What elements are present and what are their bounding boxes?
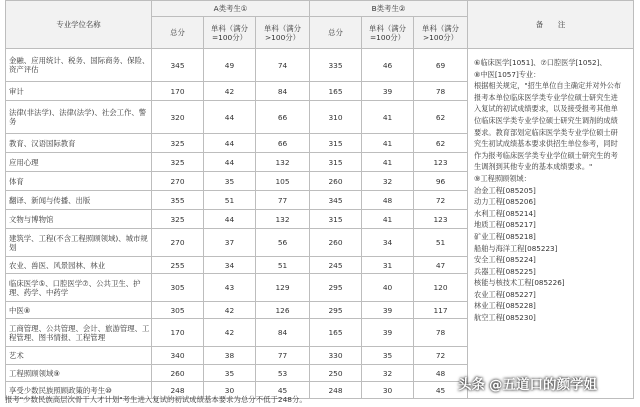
b-single-150-score: 72 xyxy=(414,347,468,365)
b-total-score: 165 xyxy=(310,319,362,347)
a-total-score: 325 xyxy=(152,210,204,229)
note-line: 入复试的初试成绩要求，以及接受报考其他单 xyxy=(474,104,618,114)
b-single-150-score: 45 xyxy=(414,382,468,399)
b-single-150-score: 96 xyxy=(414,172,468,191)
watermark xyxy=(458,372,597,394)
header-b-single-100: 单科（满分=100分） xyxy=(362,17,414,49)
header-a-single-150: 单科（满分>100分） xyxy=(256,17,310,49)
b-total-score: 345 xyxy=(310,191,362,210)
b-single-100-score: 39 xyxy=(362,302,414,319)
a-single-100-score: 37 xyxy=(204,229,256,257)
note-line: 要求。教育部划定临床医学类专业学位硕士研 xyxy=(474,127,618,137)
a-single-150-score: 53 xyxy=(256,365,310,382)
major-name: 应用心理 xyxy=(6,153,152,172)
a-total-score: 345 xyxy=(152,49,204,82)
a-single-150-score: 129 xyxy=(256,274,310,302)
a-total-score: 340 xyxy=(152,347,204,365)
note-line: 水利工程[085214] xyxy=(474,208,536,218)
b-single-150-score: 120 xyxy=(414,274,468,302)
a-single-150-score: 66 xyxy=(256,101,310,134)
note-line: 究生初试成绩基本要求供招生单位参考，同时 xyxy=(474,139,618,149)
header-b-group: B类考生② xyxy=(310,1,468,17)
notes-text xyxy=(468,49,633,324)
b-total-score: 310 xyxy=(310,101,362,134)
note-line: 林业工程[085228] xyxy=(474,301,536,311)
major-name: 文物与博物馆 xyxy=(6,210,152,229)
a-total-score: 255 xyxy=(152,257,204,274)
b-single-100-score: 31 xyxy=(362,257,414,274)
note-line: 报考本单位临床医学类专业学位硕士研究生进 xyxy=(474,92,618,102)
note-line: 生调剂到其他专业的基本成绩要求。" xyxy=(474,162,593,172)
a-total-score: 270 xyxy=(152,229,204,257)
b-total-score: 315 xyxy=(310,134,362,153)
b-total-score: 295 xyxy=(310,302,362,319)
b-single-100-score: 39 xyxy=(362,82,414,101)
note-line: 位临床医学类专业学位硕士研究生调剂的成绩 xyxy=(474,115,618,125)
b-single-100-score: 41 xyxy=(362,210,414,229)
b-single-150-score: 62 xyxy=(414,134,468,153)
b-single-100-score: 41 xyxy=(362,134,414,153)
b-single-150-score: 123 xyxy=(414,210,468,229)
a-single-150-score: 74 xyxy=(256,49,310,82)
b-single-150-score: 78 xyxy=(414,319,468,347)
footnote: 报考"少数民族高层次骨干人才计划"考生进入复试的初试成绩基本要求为总分不低于248分。 xyxy=(5,395,307,404)
b-single-150-score: 62 xyxy=(414,101,468,134)
b-single-100-score: 35 xyxy=(362,347,414,365)
a-total-score: 270 xyxy=(152,172,204,191)
watermark-account: @五道口的颜学姐 xyxy=(489,377,597,393)
a-total-score: 260 xyxy=(152,365,204,382)
b-single-100-score: 40 xyxy=(362,274,414,302)
header-major: 专业学位名称 xyxy=(6,1,152,49)
note-line: ⑧中医[1057]专业： xyxy=(474,69,541,79)
note-line: 航空工程[085230] xyxy=(474,313,536,323)
b-total-score: 245 xyxy=(310,257,362,274)
score-table xyxy=(5,0,634,399)
major-name: 享受少数民族照顾政策的考生⑩ xyxy=(6,382,152,399)
b-single-100-score: 32 xyxy=(362,365,414,382)
a-single-150-score: 56 xyxy=(256,229,310,257)
header-notes: 备 注 xyxy=(468,1,634,49)
a-single-100-score: 42 xyxy=(204,319,256,347)
a-single-100-score: 44 xyxy=(204,134,256,153)
a-single-150-score: 132 xyxy=(256,210,310,229)
note-line: ⑨工程照顾领域： xyxy=(474,173,531,183)
table-row xyxy=(6,49,634,82)
a-single-100-score: 30 xyxy=(204,382,256,399)
a-single-100-score: 34 xyxy=(204,257,256,274)
b-total-score: 295 xyxy=(310,274,362,302)
b-single-150-score: 69 xyxy=(414,49,468,82)
header-b-single-150: 单科（满分>100分） xyxy=(414,17,468,49)
b-single-150-score: 48 xyxy=(414,365,468,382)
a-single-150-score: 77 xyxy=(256,347,310,365)
b-total-score: 165 xyxy=(310,82,362,101)
a-single-150-score: 84 xyxy=(256,82,310,101)
a-single-100-score: 44 xyxy=(204,210,256,229)
b-single-100-score: 41 xyxy=(362,153,414,172)
b-single-100-score: 30 xyxy=(362,382,414,399)
major-name: 审计 xyxy=(6,82,152,101)
note-line: 兵器工程[085225] xyxy=(474,266,536,276)
a-single-100-score: 44 xyxy=(204,153,256,172)
b-total-score: 330 xyxy=(310,347,362,365)
b-single-150-score: 117 xyxy=(414,302,468,319)
note-line: 动力工程[085206] xyxy=(474,197,536,207)
major-name: 农业、兽医、风景园林、林业 xyxy=(6,257,152,274)
a-single-100-score: 51 xyxy=(204,191,256,210)
a-single-150-score: 105 xyxy=(256,172,310,191)
b-single-150-score: 51 xyxy=(414,229,468,257)
b-single-150-score: 47 xyxy=(414,257,468,274)
note-line: 作为报考临床医学类专业学位硕士研究生的考 xyxy=(474,150,618,160)
a-total-score: 325 xyxy=(152,134,204,153)
note-line: 农业工程[085227] xyxy=(474,289,536,299)
b-total-score: 260 xyxy=(310,172,362,191)
b-total-score: 250 xyxy=(310,365,362,382)
a-single-150-score: 45 xyxy=(256,382,310,399)
a-total-score: 170 xyxy=(152,82,204,101)
b-single-100-score: 34 xyxy=(362,229,414,257)
major-name: 法律(非法学)、法律(法学)、社会工作、警务 xyxy=(6,101,152,134)
a-single-150-score: 132 xyxy=(256,153,310,172)
note-line: 安全工程[085224] xyxy=(474,255,536,265)
b-total-score: 315 xyxy=(310,153,362,172)
a-single-150-score: 77 xyxy=(256,191,310,210)
a-single-100-score: 49 xyxy=(204,49,256,82)
b-single-150-score: 72 xyxy=(414,191,468,210)
note-line: ⑥临床医学[1051]、⑦口腔医学[1052]、 xyxy=(474,58,607,67)
major-name: 中医⑧ xyxy=(6,302,152,319)
a-single-100-score: 42 xyxy=(204,302,256,319)
header-a-group: A类考生① xyxy=(152,1,310,17)
a-single-150-score: 66 xyxy=(256,134,310,153)
b-total-score: 315 xyxy=(310,210,362,229)
header-a-total: 总分 xyxy=(152,17,204,49)
major-name: 教育、汉语国际教育 xyxy=(6,134,152,153)
a-total-score: 320 xyxy=(152,101,204,134)
b-single-100-score: 48 xyxy=(362,191,414,210)
a-single-100-score: 44 xyxy=(204,101,256,134)
b-total-score: 335 xyxy=(310,49,362,82)
major-name: 建筑学、工程(不含工程照顾领域)、城市规划 xyxy=(6,229,152,257)
b-single-150-score: 123 xyxy=(414,153,468,172)
note-line: 矿业工程[085218] xyxy=(474,231,536,241)
a-single-150-score: 126 xyxy=(256,302,310,319)
major-name: 工商管理、公共管理、会计、旅游管理、工程管理、图书情报、工程管理 xyxy=(6,319,152,347)
table-body xyxy=(6,49,634,399)
major-name: 临床医学⑤、口腔医学⑦、公共卫生、护理、药学、中药学 xyxy=(6,274,152,302)
a-single-100-score: 38 xyxy=(204,347,256,365)
major-name: 艺术 xyxy=(6,347,152,365)
b-single-100-score: 41 xyxy=(362,101,414,134)
notes-cell xyxy=(468,49,634,399)
major-name: 体育 xyxy=(6,172,152,191)
a-single-100-score: 42 xyxy=(204,82,256,101)
b-single-100-score: 39 xyxy=(362,319,414,347)
header-a-single-100: 单科（满分=100分） xyxy=(204,17,256,49)
a-total-score: 305 xyxy=(152,302,204,319)
a-single-150-score: 84 xyxy=(256,319,310,347)
note-line: 船舶与海洋工程[085223] xyxy=(474,243,558,253)
a-total-score: 325 xyxy=(152,153,204,172)
b-single-100-score: 32 xyxy=(362,172,414,191)
header-b-total: 总分 xyxy=(310,17,362,49)
b-single-150-score: 78 xyxy=(414,82,468,101)
major-name: 翻译、新闻与传播、出版 xyxy=(6,191,152,210)
note-line: 根据相关规定，"招生单位自主确定并对外公布 xyxy=(474,81,622,91)
a-single-150-score: 51 xyxy=(256,257,310,274)
a-total-score: 170 xyxy=(152,319,204,347)
a-total-score: 355 xyxy=(152,191,204,210)
b-total-score: 248 xyxy=(310,382,362,399)
b-single-100-score: 46 xyxy=(362,49,414,82)
note-line: 冶金工程[085205] xyxy=(474,185,536,195)
a-single-100-score: 43 xyxy=(204,274,256,302)
major-name: 金融、应用统计、税务、国际商务、保险、资产评估 xyxy=(6,49,152,82)
note-line: 地质工程[085217] xyxy=(474,220,536,230)
b-total-score: 260 xyxy=(310,229,362,257)
watermark-brand: 头条 xyxy=(458,377,485,393)
a-total-score: 305 xyxy=(152,274,204,302)
major-name: 工程照顾领域⑨ xyxy=(6,365,152,382)
a-single-100-score: 35 xyxy=(204,172,256,191)
a-single-100-score: 35 xyxy=(204,365,256,382)
a-total-score: 248 xyxy=(152,382,204,399)
note-line: 核能与核技术工程[085226] xyxy=(474,278,565,288)
